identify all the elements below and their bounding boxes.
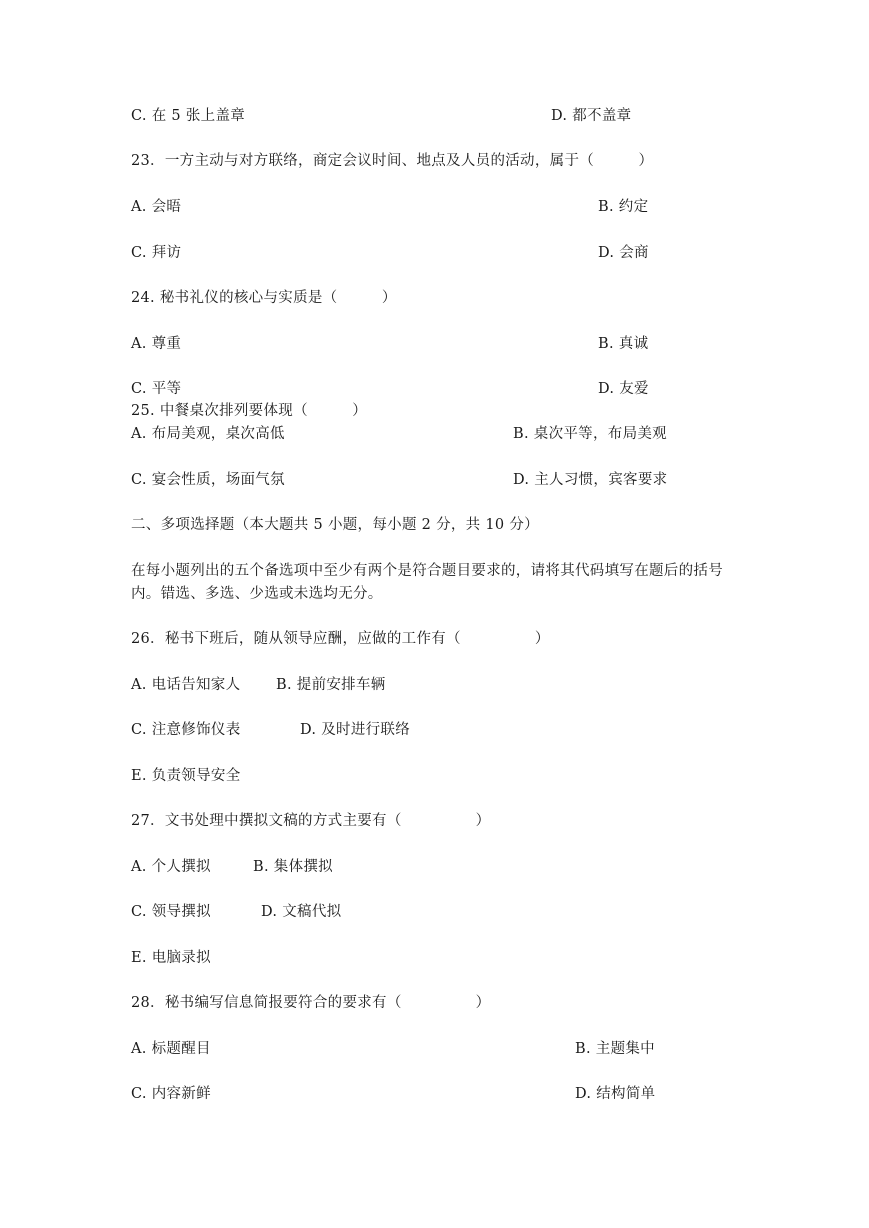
q25-option-d: D. 主人习惯，宾客要求 <box>513 472 668 488</box>
q25-stem: 25. 中餐桌次排列要体现（ ） <box>131 403 368 419</box>
q24-option-b: B. 真诚 <box>598 336 649 352</box>
q23-option-a: A. 会晤 <box>131 199 182 215</box>
q24-option-d: D. 友爱 <box>598 381 649 397</box>
q28-stem: 28．秘书编写信息简报要符合的要求有（ ） <box>131 995 491 1011</box>
q23-option-c: C. 拜访 <box>131 245 182 261</box>
q24-stem: 24. 秘书礼仪的核心与实质是（ ） <box>131 290 397 306</box>
q26-option-a: A. 电话告知家人 <box>131 677 241 693</box>
q26-option-c: C. 注意修饰仪表 <box>131 722 241 738</box>
q24-option-c: C. 平等 <box>131 381 182 397</box>
q22-option-c: C. 在 5 张上盖章 <box>131 108 246 124</box>
q27-option-a: A. 个人撰拟 <box>131 859 211 875</box>
q26-option-b: B. 提前安排车辆 <box>276 677 386 693</box>
q28-option-d: D. 结构简单 <box>575 1086 656 1102</box>
section-instructions: 在每小题列出的五个备选项中至少有两个是符合题目要求的，请将其代码填写在题后的括号内。错选、多选、少选或未选均无分。 <box>131 563 723 602</box>
q27-option-b: B. 集体撰拟 <box>253 859 333 875</box>
q28-option-b: B. 主题集中 <box>575 1041 655 1057</box>
q28-option-c: C. 内容新鲜 <box>131 1086 211 1102</box>
q23-stem: 23．一方主动与对方联络，商定会议时间、地点及人员的活动，属于（ ） <box>131 153 654 169</box>
q24-option-a: A. 尊重 <box>131 336 182 352</box>
q28-option-a: A. 标题醒目 <box>131 1041 211 1057</box>
section-heading: 二、多项选择题（本大题共 5 小题，每小题 2 分，共 10 分） <box>131 517 539 533</box>
q23-option-d: D. 会商 <box>598 245 649 261</box>
q23-option-b: B. 约定 <box>598 199 649 215</box>
q27-stem: 27．文书处理中撰拟文稿的方式主要有（ ） <box>131 813 491 829</box>
q27-option-e: E. 电脑录拟 <box>131 950 211 966</box>
q25-option-a: A. 布局美观，桌次高低 <box>131 426 285 442</box>
q26-stem: 26．秘书下班后，随从领导应酬，应做的工作有（ ） <box>131 631 550 647</box>
q27-option-d: D. 文稿代拟 <box>261 904 342 920</box>
q26-option-d: D. 及时进行联络 <box>300 722 411 738</box>
q25-option-c: C. 宴会性质，场面气氛 <box>131 472 285 488</box>
q27-option-c: C. 领导撰拟 <box>131 904 211 920</box>
q22-option-d: D. 都不盖章 <box>551 108 632 124</box>
q25-option-b: B. 桌次平等，布局美观 <box>513 426 667 442</box>
q26-option-e: E. 负责领导安全 <box>131 768 241 784</box>
